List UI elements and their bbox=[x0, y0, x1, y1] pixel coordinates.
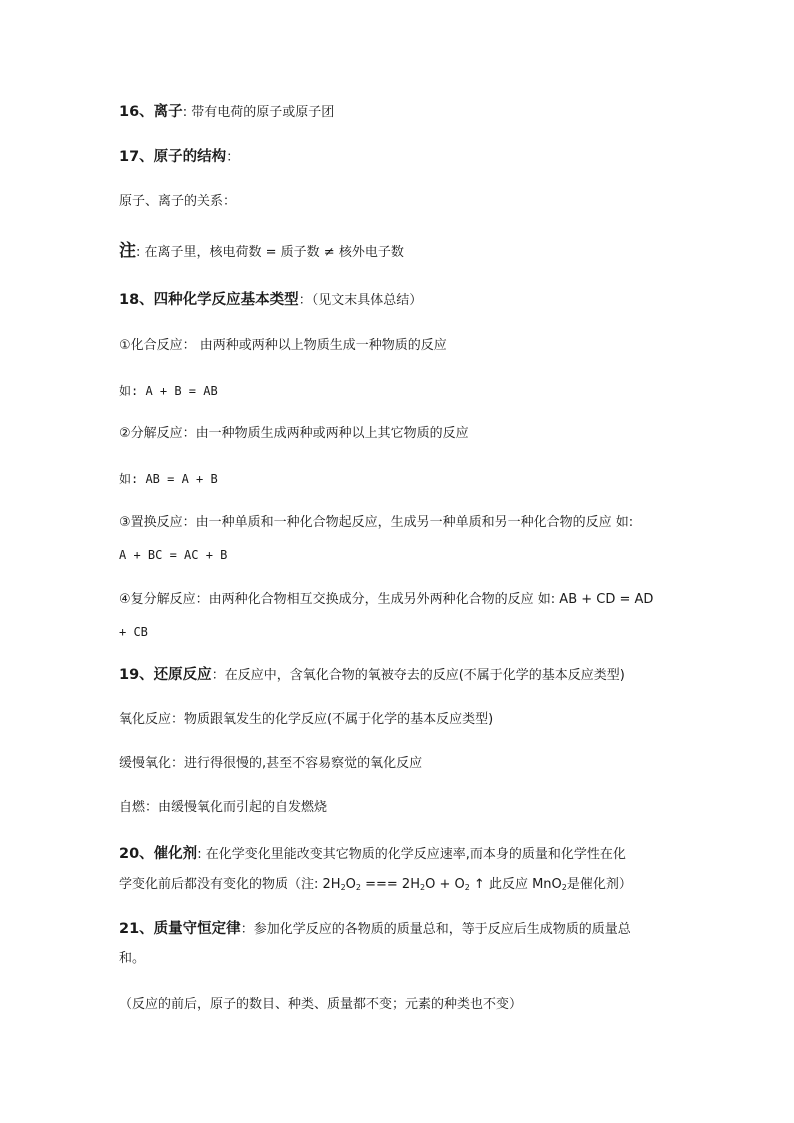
item-18-reaction-types bbox=[119, 291, 422, 310]
subscript: 2 bbox=[561, 883, 567, 892]
item-20-catalyst bbox=[119, 845, 626, 864]
note-text: : 在离子里，核电荷数 = 质子数 ≠ 核外电子数 bbox=[136, 245, 404, 260]
subscript: 2 bbox=[355, 883, 361, 892]
item-21-conservation-of-mass bbox=[119, 920, 631, 939]
item-19-text: ：在反应中，含氧化合物的氧被夺去的反应(不属于化学的基本反应类型) bbox=[211, 668, 625, 683]
combination-reaction bbox=[119, 337, 447, 355]
double-decomposition-reaction bbox=[119, 591, 653, 609]
displacement-example bbox=[119, 546, 227, 564]
item-19-reduction bbox=[119, 666, 625, 685]
decomposition-example bbox=[119, 470, 218, 488]
item-21-text: ：参加化学反应的各物质的质量总和，等于反应后生成物质的质量总 bbox=[240, 922, 631, 937]
combination-example-text: 如: A + B = AB bbox=[119, 384, 218, 398]
subscript: 2 bbox=[464, 883, 470, 892]
item-16-heading: 16、离子 bbox=[119, 104, 183, 120]
slow-oxidation bbox=[119, 755, 422, 773]
conservation-note-text: （反应的前后，原子的数目、种类、质量都不变；元素的种类也不变） bbox=[119, 997, 523, 1012]
item-17-text: ： bbox=[226, 150, 240, 165]
double-decomposition-reaction-text: ④复分解反应：由两种化合物相互交换成分，生成另外两种化合物的反应 如: AB + CD = AD bbox=[119, 592, 654, 607]
item-20-text: : 在化学变化里能改变其它物质的化学反应速率,而本身的质量和化学性在化 bbox=[197, 847, 626, 862]
atom-ion-relation bbox=[119, 193, 236, 211]
catalyst-text-e: ↑ 此反应 MnO bbox=[469, 877, 562, 892]
item-20-heading: 20、催化剂 bbox=[119, 846, 198, 862]
decomposition-reaction bbox=[119, 425, 469, 443]
oxidation-reaction bbox=[119, 711, 493, 729]
item-18-heading: 18、四种化学反应基本类型 bbox=[119, 292, 299, 308]
slow-oxidation-text: 缓慢氧化：进行得很慢的,甚至不容易察觉的氧化反应 bbox=[119, 756, 423, 771]
displacement-reaction-text: ③置换反应：由一种单质和一种化合物起反应，生成另一种单质和另一种化合物的反应 如: bbox=[119, 515, 634, 530]
spontaneous-combustion-text: 自燃：由缓慢氧化而引起的自发燃烧 bbox=[119, 800, 328, 815]
atom-ion-relation-text: 原子、离子的关系： bbox=[119, 194, 237, 209]
spontaneous-combustion bbox=[119, 799, 327, 817]
catalyst-text-a: 学变化前后都没有变化的物质（注: 2H bbox=[119, 877, 341, 892]
conservation-note bbox=[119, 996, 522, 1014]
item-18-text: ：（见文末具体总结） bbox=[298, 293, 423, 308]
item-16-ion bbox=[119, 103, 334, 122]
combination-reaction-text: ①化合反应： 由两种或两种以上物质生成一种物质的反应 bbox=[119, 338, 447, 353]
oxidation-reaction-text: 氧化反应：物质跟氧发生的化学反应(不属于化学的基本反应类型) bbox=[119, 712, 494, 727]
note-heading: 注 bbox=[119, 241, 136, 261]
item-21-heading: 21、质量守恒定律 bbox=[119, 921, 241, 937]
double-decomposition-continuation bbox=[119, 623, 148, 641]
catalyst-text-f: 是催化剂） bbox=[566, 877, 632, 892]
displacement-reaction bbox=[119, 514, 633, 532]
subscript: 2 bbox=[340, 883, 346, 892]
decomposition-example-text: 如: AB = A + B bbox=[119, 472, 218, 486]
catalyst-text-b: O bbox=[345, 877, 356, 892]
displacement-example-text: A + BC = AC + B bbox=[119, 548, 228, 562]
item-16-text: : 带有电荷的原子或原子团 bbox=[182, 105, 335, 120]
item-17-atom-structure bbox=[119, 148, 239, 167]
item-17-heading: 17、原子的结构 bbox=[119, 149, 227, 165]
decomposition-reaction-text: ②分解反应：由一种物质生成两种或两种以上其它物质的反应 bbox=[119, 426, 469, 441]
subscript: 2 bbox=[419, 883, 426, 892]
double-decomposition-continuation-text: + CB bbox=[119, 625, 148, 639]
combination-example bbox=[119, 382, 218, 400]
note-line bbox=[119, 242, 404, 262]
item-19-heading: 19、还原反应 bbox=[119, 667, 212, 683]
catalyst-text-c: === 2H bbox=[360, 877, 420, 892]
conservation-continuation bbox=[119, 950, 145, 968]
catalyst-text-d: O + O bbox=[425, 877, 465, 892]
conservation-continuation-text: 和。 bbox=[119, 951, 146, 966]
catalyst-continuation bbox=[119, 876, 632, 894]
